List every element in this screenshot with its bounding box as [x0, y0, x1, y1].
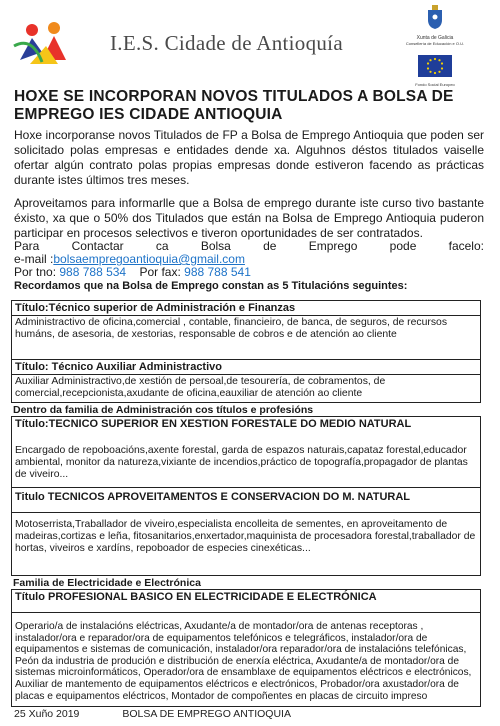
- gov-dept: Consellería de Educación e O.U.: [405, 41, 465, 46]
- eu-label: Fondo Social Europeo: [415, 82, 455, 87]
- title-box-1: [11, 300, 481, 360]
- title-box-3: [11, 416, 481, 488]
- paragraph-2: Aproveitamos para informarlle que a Bolsa de emprego durante iste curso tivo bastante éxisto, xa que o 50% dos Titulados que están na Bolsa de Emprego Antioquia puderon participar en procesos selectivos e tiveron oportunidades de ser contratados.: [14, 196, 484, 240]
- section-electricity: Familia de Electricidade e Electrónica: [13, 577, 201, 589]
- fax-label: Por fax:: [139, 265, 181, 279]
- footer-date: 25 Xuño 2019: [14, 708, 80, 720]
- contact-word: facelo:: [448, 239, 484, 253]
- email-link[interactable]: bolsaempregoantioquia@gmail.com: [53, 252, 245, 266]
- title-body: Operario/a de instalacións eléctricas, Axudante/a de montador/ora de antenas receptoras , instalador/ora e reparador/ora de equipamentos telefónicos e telegráficos, instalador/ora de equipamentos e sistemas de comunicación, instalador/ora reparador/ora de instalacións telefónicas, Peón da industria de produción e distribución de enerxía eléctrica, Axudante/a de montador/ora de sistemas microinformáticos, Operador/ora de ensamblaxe de equipamentos eléctricos e electrónicos, Auxiliar de mantemento de equipamentos eléctricos e electrónicos, Probador/ora axustador/ora de placas e equipamentos eléctricos, Montador de compoñentes en placas de circuito impreso: [15, 621, 472, 702]
- headline: HOXE SE INCORPORAN NOVOS TITULADOS A BOLSA DE EMPREGO IES CIDADE ANTIOQUIA: [14, 88, 454, 123]
- contact-word: Contactar: [71, 239, 124, 253]
- contact-word: pode: [389, 239, 417, 253]
- email-label: e-mail :: [14, 252, 54, 266]
- title-body: Administractivo de oficina,comercial , contable, financieiro, de banca, de seguros, de recursos humáns, de asesoria, de xestorias, responsable de cobros e de atención ao cliente: [15, 317, 448, 340]
- title-heading: Título PROFESIONAL BASICO EN ELECTRICIDADE E ELECTRÓNICA: [12, 590, 480, 613]
- intro-line: Recordamos que na Bolsa de Emprego constan as 5 Titulacións seguintes:: [14, 280, 408, 292]
- school-name: I.E.S. Cidade de Antioquía: [110, 31, 343, 55]
- footer-org: BOLSA DE EMPREGO ANTIOQUIA: [122, 708, 291, 720]
- title-box-5: [11, 589, 481, 707]
- title-heading: Título: Técnico Auxiliar Administractivo: [12, 360, 480, 375]
- phone-line: [14, 266, 484, 279]
- title-body: Encargado de repoboacións,axente forestal, garda de espazos naturais,capataz forestal,educador ambiental, monitor da natureza,vixiante de incendios,práctico de topografía,propagador de plantas de viveiro...: [15, 445, 468, 480]
- title-heading: Título:Técnico superior de Administración e Finanzas: [12, 301, 480, 316]
- contact-word: Para: [14, 239, 40, 253]
- gov-name: Xunta de Galicia: [416, 35, 454, 41]
- title-body: Auxiliar Administractivo,de xestión de persoal,de tesourería, de cobramentos, de comercial,recepcionista,axudante de oficina,eauxiliar de atención ao cliente: [15, 376, 386, 399]
- footer: [14, 708, 331, 720]
- phone-number[interactable]: 988 788 534: [59, 265, 127, 279]
- contact-word: ca: [155, 239, 169, 253]
- contact-block: [14, 240, 484, 279]
- title-heading: Titulo TECNICOS APROVEITAMENTOS E CONSERVACION DO M. NATURAL: [12, 488, 480, 513]
- title-body: Motoserrista,Traballador de viveiro,especialista encolleita de sementes, en aproveitamento de madeiras,cortizas e leña, fitosanitarios,enxertador,maquinista de procesadora forestal,traballador de hortas, viveiros e xardíns, repoboador de especies cinexéticas...: [15, 519, 476, 554]
- title-box-2: [11, 360, 481, 403]
- paragraph-1: Hoxe incorporanse novos Titulados de FP a Bolsa de Emprego Antioquia que poden ser solicitado polas empresas e entidades dende xa. Alguhnos déstos titulados vaiselle ofertar algún contrato polas propias empresas donde estiveron facendo as prácticas durante istes últimos tres meses.: [14, 128, 484, 187]
- title-heading: Título:TECNICO SUPERIOR EN XESTION FORESTALE DO MEDIO NATURAL: [15, 418, 412, 430]
- eu-emblem: [405, 55, 465, 87]
- eu-flag-icon: [418, 55, 452, 77]
- fax-number[interactable]: 988 788 541: [184, 265, 251, 279]
- title-box-4: [11, 488, 481, 576]
- xunta-emblem: [405, 4, 465, 46]
- school-logo: [12, 16, 74, 68]
- phone-label: Por tno:: [14, 265, 57, 279]
- contact-word: Emprego: [308, 239, 358, 253]
- contact-word: de: [263, 239, 277, 253]
- coat-of-arms-icon: [425, 4, 445, 30]
- section-administration: Dentro da familia de Administración cos títulos e profesións: [13, 404, 314, 416]
- contact-word: Bolsa: [200, 239, 231, 253]
